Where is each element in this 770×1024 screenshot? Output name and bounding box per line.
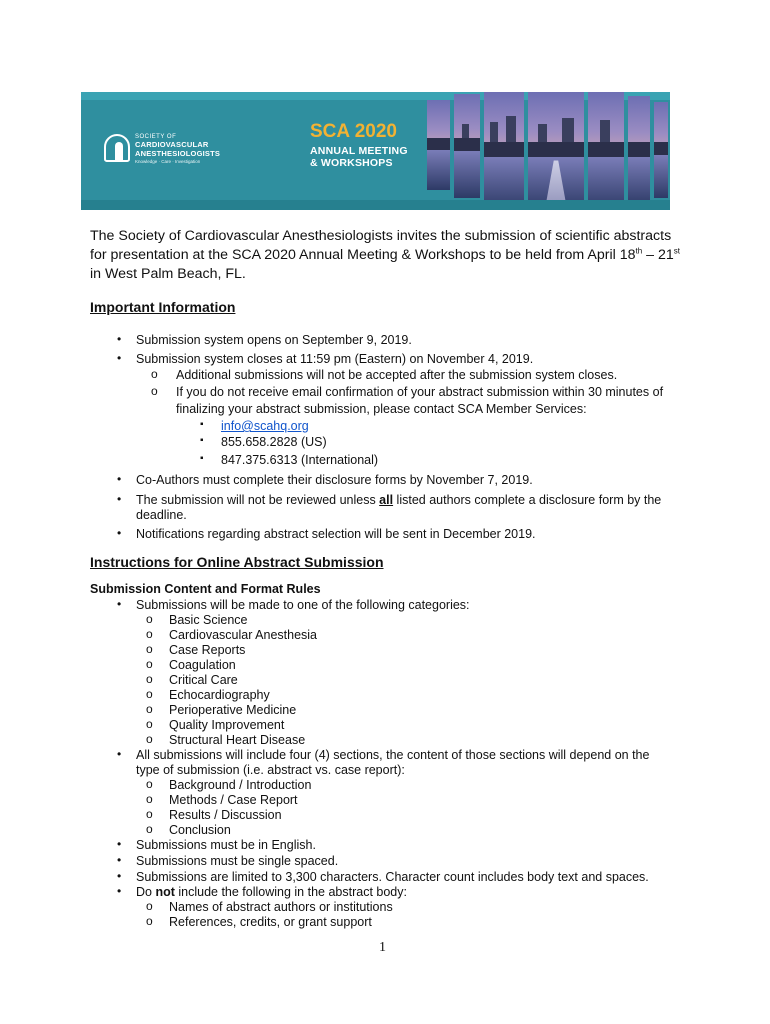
rule-spacing: Submissions must be single spaced. — [136, 854, 339, 868]
circle-bullet-icon: o — [146, 822, 153, 836]
instructions-heading: Instructions for Online Abstract Submission — [90, 554, 384, 570]
circle-bullet-icon: o — [146, 642, 153, 656]
circle-bullet-icon: o — [151, 367, 158, 381]
category-item: Structural Heart Disease — [169, 733, 306, 747]
category-item: Quality Improvement — [169, 718, 285, 732]
city-photo-panel — [654, 102, 668, 198]
important-item-2-sub-1: Additional submissions will not be accepted after the submission system closes. — [176, 368, 618, 382]
sections-intro-line-1: All submissions will include four (4) sections, the content of those sections will depend on the — [136, 748, 650, 762]
bullet-icon: • — [117, 869, 122, 883]
logo-line-2: CARDIOVASCULAR — [135, 140, 209, 149]
heart-logo-icon — [104, 134, 130, 162]
category-item: Critical Care — [169, 673, 238, 687]
important-item-4-line-2: deadline. — [136, 508, 187, 522]
important-item-1: Submission system opens on September 9, 2019. — [136, 333, 412, 347]
circle-bullet-icon: o — [146, 702, 153, 716]
city-photo-panel — [528, 92, 584, 210]
banner-subtitle-1: ANNUAL MEETING — [310, 145, 408, 157]
contact-phone-us: 855.658.2828 (US) — [221, 435, 327, 449]
section-item: Background / Introduction — [169, 778, 312, 792]
category-item: Cardiovascular Anesthesia — [169, 628, 317, 642]
format-rules-subheading: Submission Content and Format Rules — [90, 582, 321, 596]
important-item-2-sub-2-line-2: finalizing your abstract submission, please contact SCA Member Services: — [176, 402, 587, 416]
sca-2020-banner — [81, 92, 670, 210]
circle-bullet-icon: o — [146, 914, 153, 928]
category-item: Case Reports — [169, 643, 246, 657]
exclude-item: Names of abstract authors or institutions — [169, 900, 393, 914]
square-bullet-icon: ▪ — [200, 453, 204, 464]
intro-line-3: in West Palm Beach, FL. — [90, 266, 246, 282]
section-item: Methods / Case Report — [169, 793, 298, 807]
bullet-icon: • — [117, 597, 122, 611]
bullet-icon: • — [117, 853, 122, 867]
contact-phone-intl: 847.375.6313 (International) — [221, 453, 379, 467]
circle-bullet-icon: o — [146, 687, 153, 701]
square-bullet-icon: ▪ — [200, 419, 204, 430]
categories-intro: Submissions will be made to one of the following categories: — [136, 598, 470, 612]
sca-logo — [104, 134, 229, 170]
exclude-item: References, credits, or grant support — [169, 915, 372, 929]
important-heading: Important Information — [90, 299, 236, 315]
category-item: Basic Science — [169, 613, 248, 627]
section-item: Conclusion — [169, 823, 231, 837]
section-item: Results / Discussion — [169, 808, 282, 822]
contact-email-link[interactable]: info@scahq.org — [221, 419, 309, 433]
page-number: 1 — [379, 940, 386, 955]
banner-title-block — [310, 122, 408, 169]
logo-line-1: SOCIETY OF — [135, 134, 177, 140]
city-photo-panel — [484, 92, 524, 210]
category-item: Perioperative Medicine — [169, 703, 297, 717]
bullet-icon: • — [117, 492, 122, 506]
circle-bullet-icon: o — [146, 657, 153, 671]
important-item-5: Notifications regarding abstract selection will be sent in December 2019. — [136, 527, 536, 541]
important-item-2-sub-2-line-1: If you do not receive email confirmation of your abstract submission within 30 minutes of — [176, 385, 664, 399]
bullet-icon: • — [117, 351, 122, 365]
banner-subtitle-2: & WORKSHOPS — [310, 157, 393, 170]
important-item-4: The submission will not be reviewed unless all listed authors complete a disclosure form by the — [136, 493, 662, 507]
logo-tagline: Knowledge · Care · Investigation — [135, 159, 201, 164]
circle-bullet-icon: o — [146, 732, 153, 746]
category-item: Echocardiography — [169, 688, 270, 702]
banner-bottom-stripe — [81, 200, 670, 210]
rule-english: Submissions must be in English. — [136, 838, 316, 852]
banner-title: SCA 2020 — [310, 121, 397, 142]
circle-bullet-icon: o — [146, 899, 153, 913]
circle-bullet-icon: o — [146, 627, 153, 641]
circle-bullet-icon: o — [146, 807, 153, 821]
circle-bullet-icon: o — [146, 777, 153, 791]
bullet-icon: • — [117, 332, 122, 346]
sections-intro-line-2: type of submission (i.e. abstract vs. case report): — [136, 763, 405, 777]
city-photo-panel — [454, 94, 480, 198]
intro-line-2: for presentation at the SCA 2020 Annual Meeting & Workshops to be held from April 18th – 21st — [90, 246, 680, 263]
city-photo-panel — [588, 92, 624, 210]
bullet-icon: • — [117, 884, 122, 898]
circle-bullet-icon: o — [146, 717, 153, 731]
circle-bullet-icon: o — [146, 612, 153, 626]
bullet-icon: • — [117, 472, 122, 486]
bullet-icon: • — [117, 837, 122, 851]
circle-bullet-icon: o — [146, 792, 153, 806]
intro-line-1: The Society of Cardiovascular Anesthesiologists invites the submission of scientific abstracts — [90, 228, 672, 244]
city-photo-panel — [628, 96, 650, 206]
bullet-icon: • — [117, 526, 122, 540]
bullet-icon: • — [117, 747, 122, 761]
rule-exclude: Do not include the following in the abstract body: — [136, 885, 407, 899]
rule-limit: Submissions are limited to 3,300 characters. Character count includes body text and spaces. — [136, 870, 649, 884]
square-bullet-icon: ▪ — [200, 435, 204, 446]
important-item-2: Submission system closes at 11:59 pm (Eastern) on November 4, 2019. — [136, 352, 534, 366]
category-item: Coagulation — [169, 658, 236, 672]
logo-line-3: ANESTHESIOLOGISTS — [135, 148, 221, 158]
circle-bullet-icon: o — [146, 672, 153, 686]
city-photo-panel — [427, 100, 450, 190]
important-item-3: Co-Authors must complete their disclosure forms by November 7, 2019. — [136, 473, 533, 487]
circle-bullet-icon: o — [151, 384, 158, 398]
